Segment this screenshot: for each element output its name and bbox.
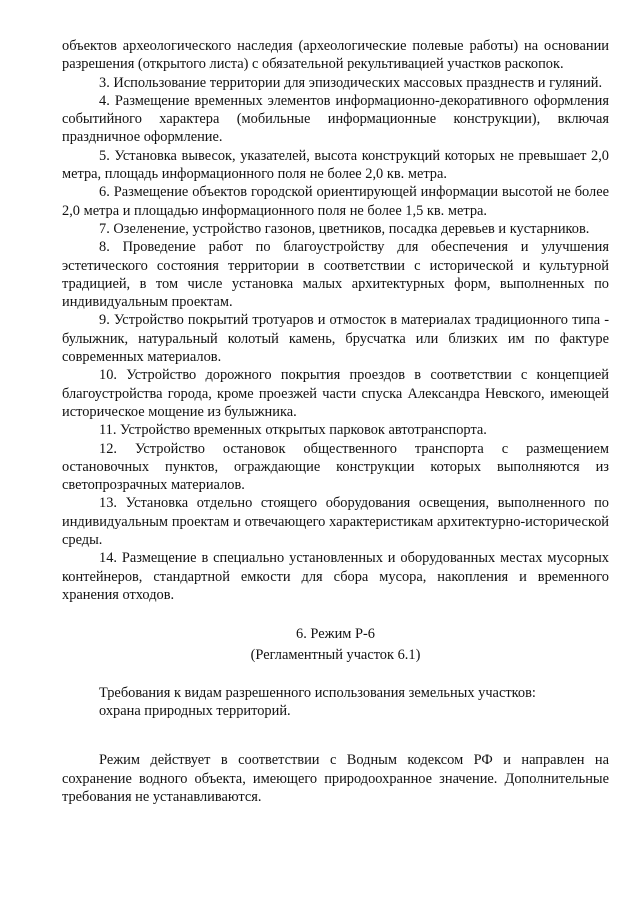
paragraph-item-9: 9. Устройство покрытий тротуаров и отмосток в материалах традиционного типа - булыжник, натуральный колотый камень, брусчатка или близких им по фактуре современных материалов. <box>62 312 609 366</box>
section-title: 6. Режим Р-6 <box>296 626 375 643</box>
paragraph-item-3: 3. Использование территории для эпизодических массовых празднеств и гуляний. <box>99 74 603 91</box>
requirements-line-1: Требования к видам разрешенного использования земельных участков: <box>99 684 536 701</box>
paragraph-item-8: 8. Проведение работ по благоустройству для обеспечения и улучшения эстетического состояния территории в соответствии с исторической и культурной традицией, в том числе установка малых архитектурных форм, выполненных по индивидуальным проектам. <box>62 239 609 311</box>
paragraph-item-7: 7. Озеленение, устройство газонов, цветников, посадка деревьев и кустарников. <box>99 220 590 237</box>
paragraph-item-11: 11. Устройство временных открытых парковок автотранспорта. <box>99 422 487 439</box>
paragraph-item-12: 12. Устройство остановок общественного транспорта с размещением остановочных пунктов, ограждающие конструкции которых выполняются из светопрозрачных материалов. <box>62 440 609 494</box>
paragraph-item-6: 6. Размещение объектов городской ориентирующей информации высотой не более 2,0 метра и площадью информационного поля не более 1,5 кв. метра. <box>62 184 609 219</box>
paragraph-item-13: 13. Установка отдельно стоящего оборудования освещения, выполненного по индивидуальным проектам и отвечающего характеристикам архитектурно-исторической среды. <box>62 495 609 549</box>
paragraph-item-10: 10. Устройство дорожного покрытия проездов в соответствии с концепцией благоустройства города, кроме проезжей части спуска Александра Невского, имеющей историческое мощение из булыжника. <box>62 367 609 420</box>
paragraph-item-4: 4. Размещение временных элементов информационно-декоративного оформления событийного характера (мобильные информационные конструкции), включая праздничное оформление. <box>62 92 609 146</box>
requirements-line-2: охрана природных территорий. <box>99 703 291 720</box>
paragraph-archaeology-continued: объектов археологического наследия (археологические полевые работы) на основании разрешения (открытого листа) с обязательной рекультивацией участков раскопок. <box>62 38 609 73</box>
paragraph-item-5: 5. Установка вывесок, указателей, высота конструкций которых не превышает 2,0 метра, площадь информационного поля не более 2,0 кв. метра. <box>62 147 609 183</box>
closing-paragraph: Режим действует в соответствии с Водным кодексом РФ и направлен на сохранение водного объекта, имеющего природоохранное значение. Дополнительные требования не устанавливаются. <box>62 752 609 805</box>
paragraph-item-14: 14. Размещение в специально установленных и оборудованных местах мусорных контейнеров, стандартной емкости для сбора мусора, накопления и временного хранения отходов. <box>62 550 609 603</box>
section-subtitle: (Регламентный участок 6.1) <box>250 646 421 663</box>
